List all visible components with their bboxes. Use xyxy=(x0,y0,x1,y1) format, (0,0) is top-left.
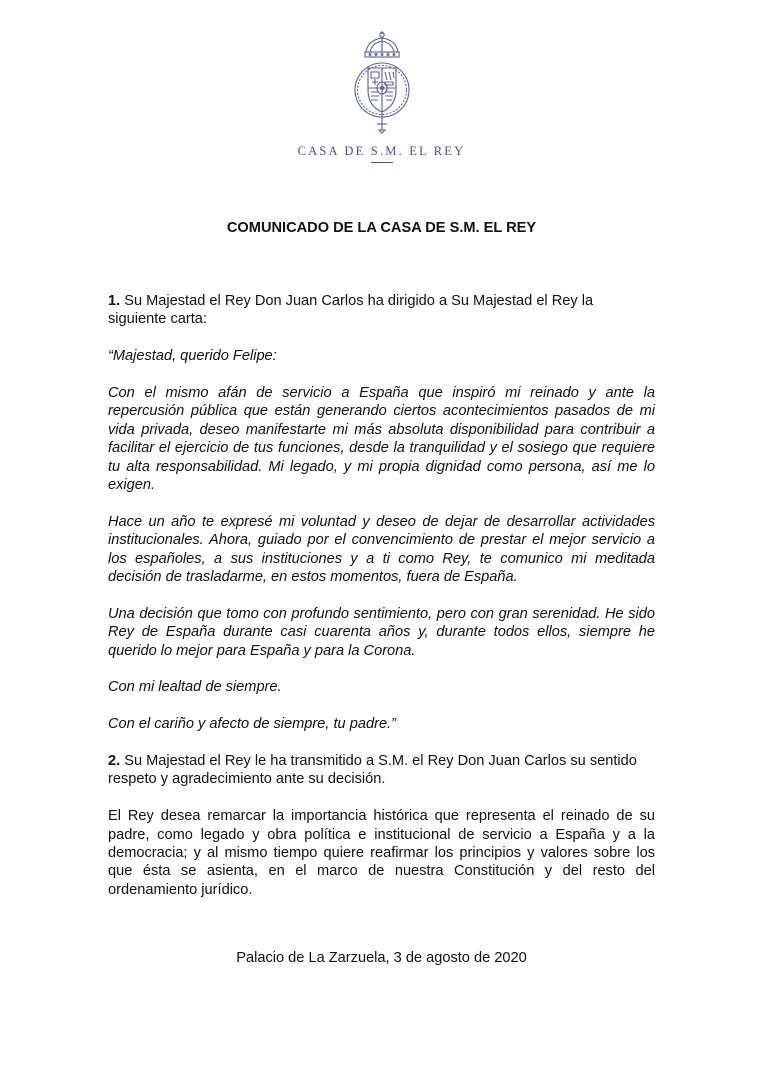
royal-coat-of-arms-icon xyxy=(350,30,414,134)
letter-paragraph-1: Con el mismo afán de servicio a España que inspiró mi reinado y ante la repercusión pública que están generando ciertos acontecimientos pasados de mi vida privada, deseo manifestarte mi más absoluta disponibilidad para contribuir a facilitar el ejercicio de tus funciones, desde la tranquilidad y el sosiego que requiere tu alta responsabilidad. Mi legado, y mi propia dignidad como persona, así me lo exigen. xyxy=(108,385,655,494)
document-body xyxy=(108,292,655,918)
section-1-intro-text: Su Majestad el Rey Don Juan Carlos ha dirigido a Su Majestad el Rey la siguiente carta: xyxy=(108,293,594,328)
letter-salutation: “Majestad, querido Felipe: xyxy=(108,348,277,365)
letter-closing-2: Con el cariño y afecto de siempre, tu padre.” xyxy=(108,716,396,733)
section-2-intro xyxy=(108,752,655,789)
section-1-number: 1. xyxy=(108,293,121,309)
section-2-number: 2. xyxy=(108,753,121,770)
section-1-intro xyxy=(108,292,655,329)
house-name: CASA DE S.M. EL REY xyxy=(297,144,466,158)
house-name-underline xyxy=(371,162,393,163)
document-title: COMUNICADO DE LA CASA DE S.M. EL REY xyxy=(226,220,537,236)
letter-closing-1: Con mi lealtad de siempre. xyxy=(108,679,282,696)
letterhead xyxy=(0,30,763,163)
section-2-paragraph: El Rey desea remarcar la importancia histórica que representa el reinado de su padre, como legado y obra política e institucional de servicio a España y a la democracia; y al mismo tiempo quiere reafirmar los principios y valores sobre los que ésta se asienta, en el marco de nuestra Constitución y del resto del ordenamiento jurídico. xyxy=(108,808,655,898)
place-and-date: Palacio de La Zarzuela, 3 de agosto de 2020 xyxy=(236,950,527,966)
letter-paragraph-2: Hace un año te expresé mi voluntad y deseo de dejar de desarrollar actividades institucionales. Ahora, guiado por el convencimiento de prestar el mejor servicio a los españoles, a sus instituciones y a ti como Rey, te comunico mi meditada decisión de trasladarme, en estos momentos, fuera de España. xyxy=(108,513,655,586)
section-2-intro-text: Su Majestad el Rey le ha transmitido a S.M. el Rey Don Juan Carlos su sentido respeto y agradecimiento ante su decisión. xyxy=(108,753,637,788)
letter-paragraph-3: Una decisión que tomo con profundo sentimiento, pero con gran serenidad. He sido Rey de España durante casi cuarenta años y, durante todos ellos, siempre he querido lo mejor para España y para la Corona. xyxy=(108,605,655,659)
